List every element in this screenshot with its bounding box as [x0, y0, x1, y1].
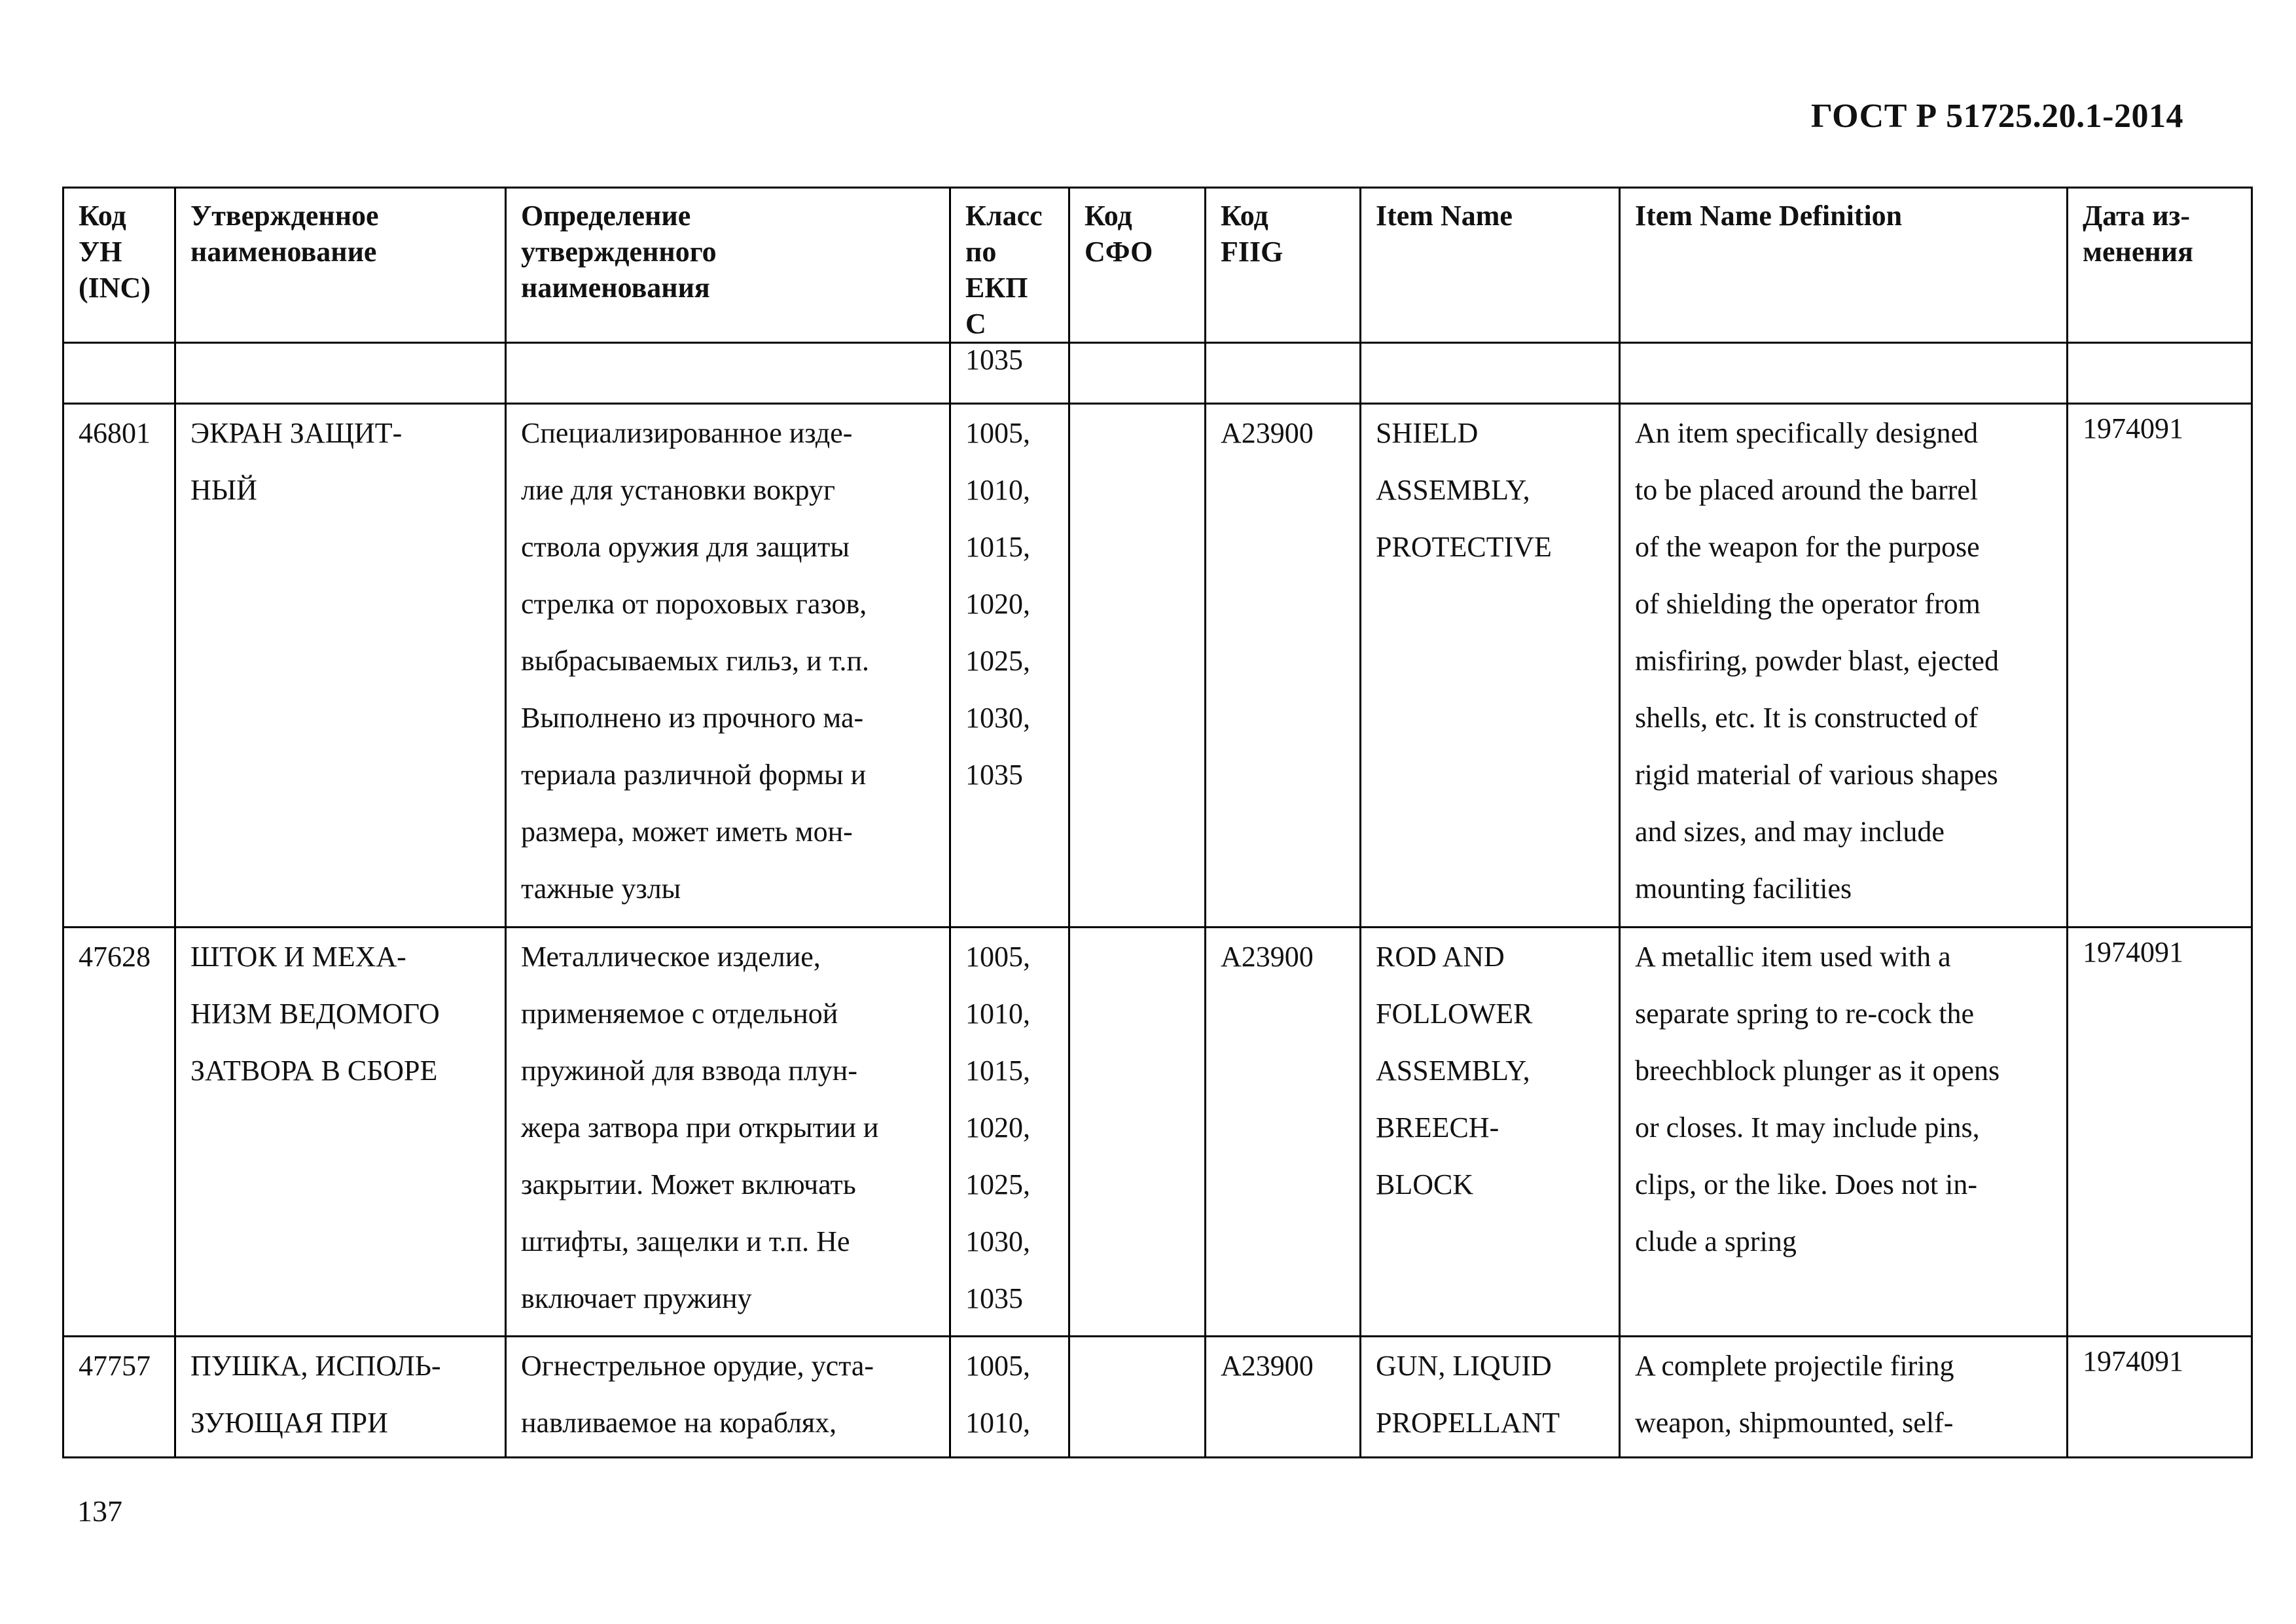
cell-approved-name: ШТОК И МЕХА- НИЗМ ВЕДОМОГО ЗАТВОРА В СБОРЕ: [175, 928, 506, 1337]
header-inc: Код УН (INC): [63, 188, 175, 343]
cell-class: 1005, 1010, 1015, 1020, 1025, 1030, 1035: [950, 404, 1069, 928]
cell-name-definition: Огнестрельное орудие, уста- навливаемое на кораблях,: [506, 1337, 950, 1458]
cell-fiig-code: A23900: [1206, 928, 1361, 1337]
header-change-date: Дата из- менения: [2068, 188, 2252, 343]
header-name-definition: Определение утвержденного наименования: [506, 188, 950, 343]
cell-item-name-definition: An item specifically designed to be placed around the barrel of the weapon for the purpose of shielding the operator from misfiring, powder blast, ejected shells, etc. It is constructed of rigid material of various shapes and sizes, and may include mounting facilities: [1620, 404, 2068, 928]
table-row: [63, 928, 2252, 1337]
header-sfo-code: Код СФО: [1069, 188, 1206, 343]
cell-item-name: GUN, LIQUID PROPELLANT: [1361, 1337, 1620, 1458]
cell-inc: 47628: [63, 928, 175, 1337]
cell-class: 1035: [950, 343, 1069, 404]
cell-sfo-code: [1069, 343, 1206, 404]
header-class: Класс по ЕКП С: [950, 188, 1069, 343]
table-row: [63, 1337, 2252, 1458]
cell-approved-name: ПУШКА, ИСПОЛЬ- ЗУЮЩАЯ ПРИ: [175, 1337, 506, 1458]
cell-approved-name: [175, 343, 506, 404]
cell-item-name: [1361, 343, 1620, 404]
cell-change-date: 1974091: [2068, 404, 2252, 928]
table-row-continuation: [63, 343, 2252, 404]
cell-inc: 46801: [63, 404, 175, 928]
cell-class: 1005, 1010, 1015, 1020, 1025, 1030, 1035: [950, 928, 1069, 1337]
cell-fiig-code: A23900: [1206, 1337, 1361, 1458]
cell-item-name: SHIELD ASSEMBLY, PROTECTIVE: [1361, 404, 1620, 928]
cell-name-definition: [506, 343, 950, 404]
cell-item-name: ROD AND FOLLOWER ASSEMBLY, BREECH- BLOCK: [1361, 928, 1620, 1337]
cell-item-name-definition: A metallic item used with a separate spring to re-cock the breechblock plunger as it opens or closes. It may include pins, clips, or the like. Does not in- clude a spring: [1620, 928, 2068, 1337]
cell-fiig-code: [1206, 343, 1361, 404]
cell-class: 1005, 1010,: [950, 1337, 1069, 1458]
header-approved-name: Утвержденное наименование: [175, 188, 506, 343]
page-number: 137: [77, 1494, 122, 1528]
header-item-name: Item Name: [1361, 188, 1620, 343]
table-header: [63, 188, 2252, 343]
header-item-name-definition: Item Name Definition: [1620, 188, 2068, 343]
table-row: [63, 404, 2252, 928]
document-standard-header: ГОСТ Р 51725.20.1-2014: [1810, 98, 2183, 135]
cell-change-date: 1974091: [2068, 928, 2252, 1337]
cell-sfo-code: [1069, 404, 1206, 928]
cell-fiig-code: A23900: [1206, 404, 1361, 928]
cell-sfo-code: [1069, 1337, 1206, 1458]
cell-sfo-code: [1069, 928, 1206, 1337]
cell-name-definition: Специализированное изде- лие для установки вокруг ствола оружия для защиты стрелка от пороховых газов, выбрасываемых гильз, и т.п. Выполнено из прочного ма- териала различной формы и размера, может иметь мон- тажные узлы: [506, 404, 950, 928]
cell-approved-name: ЭКРАН ЗАЩИТ- НЫЙ: [175, 404, 506, 928]
cell-item-name-definition: [1620, 343, 2068, 404]
cell-item-name-definition: A complete projectile firing weapon, shipmounted, self-: [1620, 1337, 2068, 1458]
cell-inc: 47757: [63, 1337, 175, 1458]
cell-name-definition: Металлическое изделие, применяемое с отдельной пружиной для взвода плун- жера затвора при открытии и закрытии. Может включать штифты, защелки и т.п. Не включает пружину: [506, 928, 950, 1337]
cell-change-date: 1974091: [2068, 1337, 2252, 1458]
header-fiig-code: Код FIIG: [1206, 188, 1361, 343]
cell-change-date: [2068, 343, 2252, 404]
cell-inc: [63, 343, 175, 404]
item-names-table: [62, 187, 2253, 1458]
table-header-row: [63, 188, 2252, 343]
